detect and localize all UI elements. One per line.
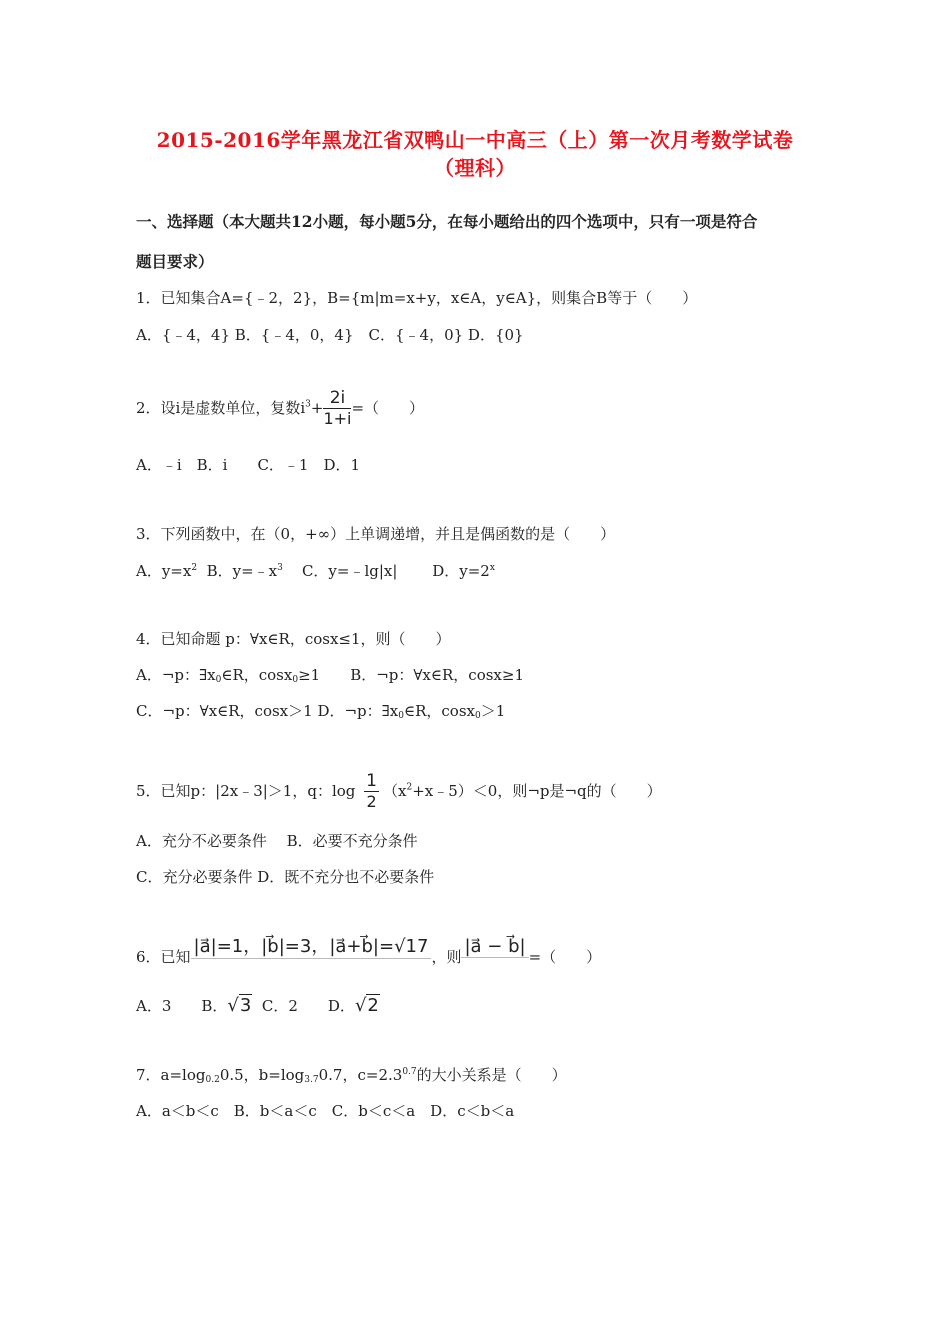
question-4-stem: 4．已知命题 p：∀x∈R，cosx≤1，则（ ） [136,630,451,648]
q3-option-b: B．y=﹣x [197,562,278,580]
q6-prefix: 6．已知 [136,948,191,966]
question-7-stem [136,1064,567,1085]
q2-plus: + [310,398,324,417]
q4-a-sub2: 0 [292,675,299,685]
q6-option-b-sqrt [227,994,252,1016]
q4-d-sub1: 0 [398,711,404,721]
q3-option-a-exp: 2 [191,563,198,573]
q4-d-part2: ∈R，cosx [404,702,475,720]
q4-a-part1: A．¬p：∃x [136,666,216,684]
q4-d-sub2: 0 [475,711,481,721]
exam-title-line1: 2015-2016学年黑龙江省双鸭山一中高三（上）第一次月考数学试卷 [156,128,794,152]
question-3-stem: 3．下列函数中，在（0，+∞）上单调递增，并且是偶函数的是（ ） [136,525,616,543]
q6-given-condition: |a⃗|=1，|b⃗|=3，|a⃗+b⃗|=√17 [191,932,432,959]
question-2-stem [136,388,424,429]
q4-a-b-end: ≥1 B．¬p：∀x∈R，cosx≥1 [298,666,524,684]
q5-fraction-denominator: 2 [366,792,377,811]
q3-option-b-exp: 3 [277,563,283,573]
q5-exponent: 2 [406,782,413,793]
q4-a-part2: ∈R，cosx [221,666,293,684]
question-5-stem [136,771,662,812]
q6-option-a-b-label: A．3 B． [136,997,228,1015]
question-2-options: A．﹣i B．i C．﹣1 D．1 [136,456,361,474]
q7-part4: 的大小关系是（ ） [416,1066,567,1084]
q7-part3: 0.7，c=2.3 [318,1066,403,1084]
q3-option-a: A．y=x [136,562,192,580]
section-heading-line2: 题目要求） [136,252,214,271]
q5-prefix: 5．已知p：|2x﹣3|＞1，q：log [136,781,356,800]
q5-fraction-numerator: 1 [366,771,377,791]
q7-sub2: 3.7 [304,1075,319,1085]
q4-a-sub1: 0 [215,675,222,685]
question-5-options-line2: C．充分必要条件 D．既不充分也不必要条件 [136,868,435,886]
question-6-stem [136,932,601,967]
q3-option-c-d: C．y=﹣lg|x| D．y=2 [282,562,490,580]
q6-mid: ，则 [431,948,462,966]
question-1-stem: 1．已知集合A={﹣2，2}，B={m|m=x+y，x∈A，y∈A}，则集合B等于（ ） [136,289,698,307]
q6-option-c-d-label: C．2 D． [252,997,355,1015]
q5-mid: （x [383,781,407,800]
section-heading-line1: 一、选择题（本大题共12小题，每小题5分，在每小题给出的四个选项中，只有一项是符合 [136,212,758,231]
q4-c-d-part1: C．¬p：∀x∈R，cosx＞1 D．¬p：∃x [136,702,399,720]
q4-d-end: ＞1 [480,702,506,720]
question-7-options: A．a＜b＜c B．b＜a＜c C．b＜c＜a D．c＜b＜a [136,1102,515,1120]
question-1-options: A．{﹣4，4} B．{﹣4，0，4} C．{﹣4，0} D．{0} [136,326,524,344]
sqrt-sign-icon: √ [227,995,239,1016]
q7-exponent: 0.7 [402,1067,417,1077]
q2-fraction [323,388,351,429]
q7-sub1: 0.2 [205,1075,220,1085]
q5-suffix: +x﹣5）＜0，则¬p是¬q的（ ） [412,781,662,800]
exam-title-line2: （理科） [434,156,516,180]
q5-log-base-fraction [364,771,379,812]
question-5-options-line1: A．充分不必要条件 B．必要不充分条件 [136,832,418,850]
q2-fraction-numerator: 2i [323,388,351,409]
q3-option-d-exp: x [489,563,495,573]
q6-option-d-sqrt [355,994,380,1016]
q2-fraction-denominator: 1+i [323,409,352,428]
q2-exponent: 3 [305,399,311,410]
q2-suffix: =（ ） [351,398,425,417]
q6-suffix: =（ ） [528,948,602,966]
sqrt-sign-icon: √ [354,995,367,1016]
q6-target-expression: |a⃗ − b⃗| [461,936,528,958]
q2-prefix: 2．设i是虚数单位，复数i [136,398,306,417]
question-4-options-line2 [136,700,505,721]
q6-option-d-radicand: 2 [367,995,379,1016]
q6-option-b-radicand: 3 [239,995,252,1016]
question-6-options [136,994,380,1016]
q7-part2: 0.5，b=log [219,1066,305,1084]
question-4-options-line1 [136,664,524,685]
q7-part1: 7．a=log [136,1066,206,1084]
question-3-options [136,560,495,581]
